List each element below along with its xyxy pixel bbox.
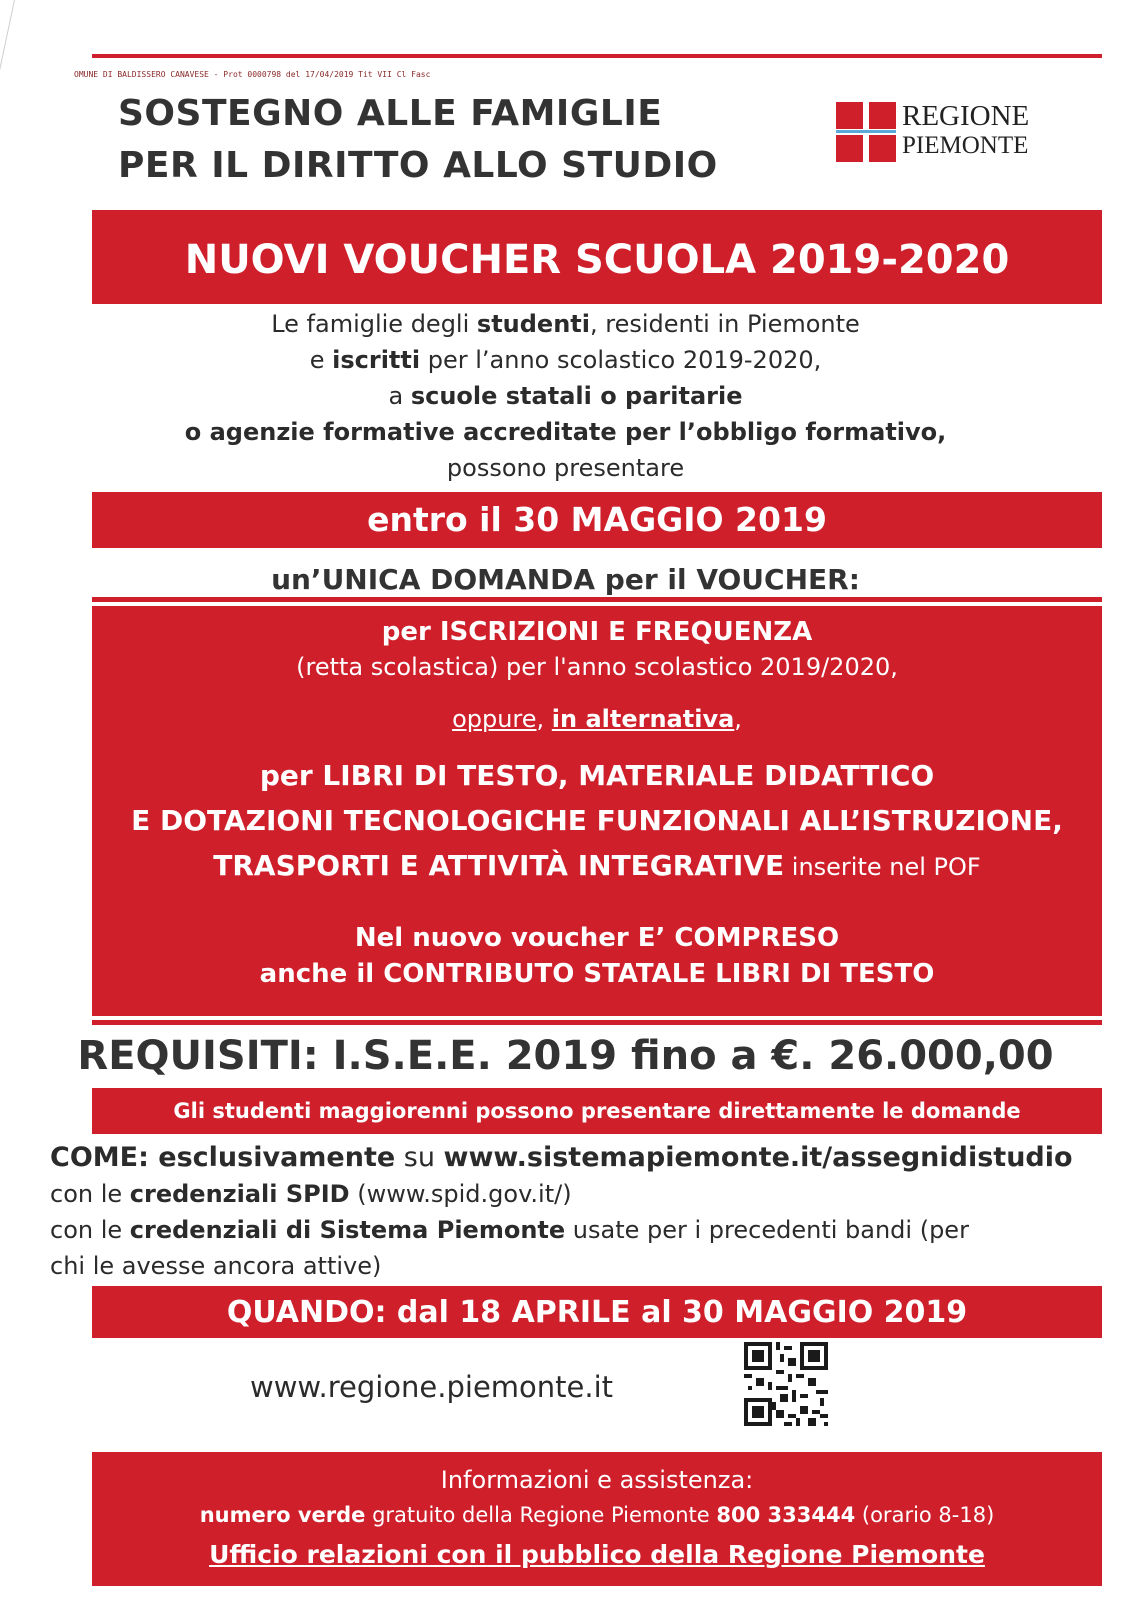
voucher-option-2-line-2: E DOTAZIONI TECNOLOGICHE FUNZIONALI ALL’ISTRUZIONE, [131, 804, 1063, 837]
voucher-banner: NUOVI VOUCHER SCUOLA 2019-2020 [92, 210, 1102, 304]
included-contribution-2: anche il CONTRIBUTO STATALE LIBRI DI TESTO [259, 959, 935, 989]
single-request-heading: un’UNICA DOMANDA per il VOUCHER: [271, 563, 860, 596]
title-line-2: PER IL DIRITTO ALLO STUDIO [118, 145, 718, 186]
how-to-apply: COME: esclusivamente su www.sistemapiemonte.it/assegnidistudio con le credenziali SPID (www.spid.gov.it/) con le credenziali di Sistema Piemonte usate per i precedenti bandi (per chi le avesse ancora attive) [50, 1142, 1073, 1280]
logo-line-2: PIEMONTE [902, 132, 1029, 159]
website-link[interactable]: www.regione.piemonte.it [250, 1370, 614, 1404]
title-line-1: SOSTEGNO ALLE FAMIGLIE [118, 93, 663, 134]
deadline-banner: entro il 30 MAGGIO 2019 [92, 492, 1102, 548]
divider [92, 1020, 1102, 1025]
regione-piemonte-emblem-icon [836, 102, 896, 162]
adult-students-banner: Gli studenti maggiorenni possono presentare direttamente le domande [92, 1088, 1102, 1134]
voucher-option-1-detail: (retta scolastica) per l'anno scolastico 2019/2020, [296, 653, 898, 681]
qr-code-icon[interactable] [740, 1338, 832, 1430]
alternative-text: oppure, in alternativa, [452, 705, 742, 733]
divider [92, 597, 1102, 602]
voucher-option-2-line-3: TRASPORTI E ATTIVITÀ INTEGRATIVE inserite nel POF [213, 849, 981, 882]
protocol-stamp: OMUNE DI BALDISSERO CANAVESE - Prot 0000798 del 17/04/2019 Tit VII Cl Fasc [74, 70, 431, 79]
toll-free-number: numero verde gratuito della Regione Piemonte 800 333444 (orario 8-18) [199, 1503, 995, 1527]
urp-link[interactable]: Ufficio relazioni con il pubblico della Regione Piemonte [209, 1540, 985, 1569]
regione-piemonte-logo [836, 100, 1042, 166]
voucher-option-2: per LIBRI DI TESTO, MATERIALE DIDATTICO [259, 759, 935, 792]
info-assistance-box [92, 1452, 1102, 1586]
requirements-heading: REQUISITI: I.S.E.E. 2019 fino a €. 26.000,00 [77, 1033, 1054, 1079]
intro-text: Le famiglie degli studenti, residenti in Piemonte e iscritti per l’anno scolastico 2019-2020, a scuole statali o paritarie o agenzie formative accreditate per l’obbligo formativo, possono presentare [184, 310, 947, 482]
voucher-details-box [92, 606, 1102, 1016]
sistemapiemonte-link[interactable]: www.sistemapiemonte.it/assegnidistudio [443, 1142, 1073, 1173]
top-rule [92, 54, 1102, 58]
when-banner: QUANDO: dal 18 APRILE al 30 MAGGIO 2019 [92, 1286, 1102, 1338]
page-title [118, 88, 718, 192]
logo-line-1: REGIONE [902, 100, 1030, 132]
spid-link[interactable]: (www.spid.gov.it/) [349, 1180, 572, 1208]
scan-page-edge [0, 0, 15, 180]
info-heading: Informazioni e assistenza: [440, 1466, 754, 1494]
included-contribution-1: Nel nuovo voucher E’ COMPRESO [354, 923, 840, 953]
voucher-option-1: per ISCRIZIONI E FREQUENZA [381, 617, 813, 647]
